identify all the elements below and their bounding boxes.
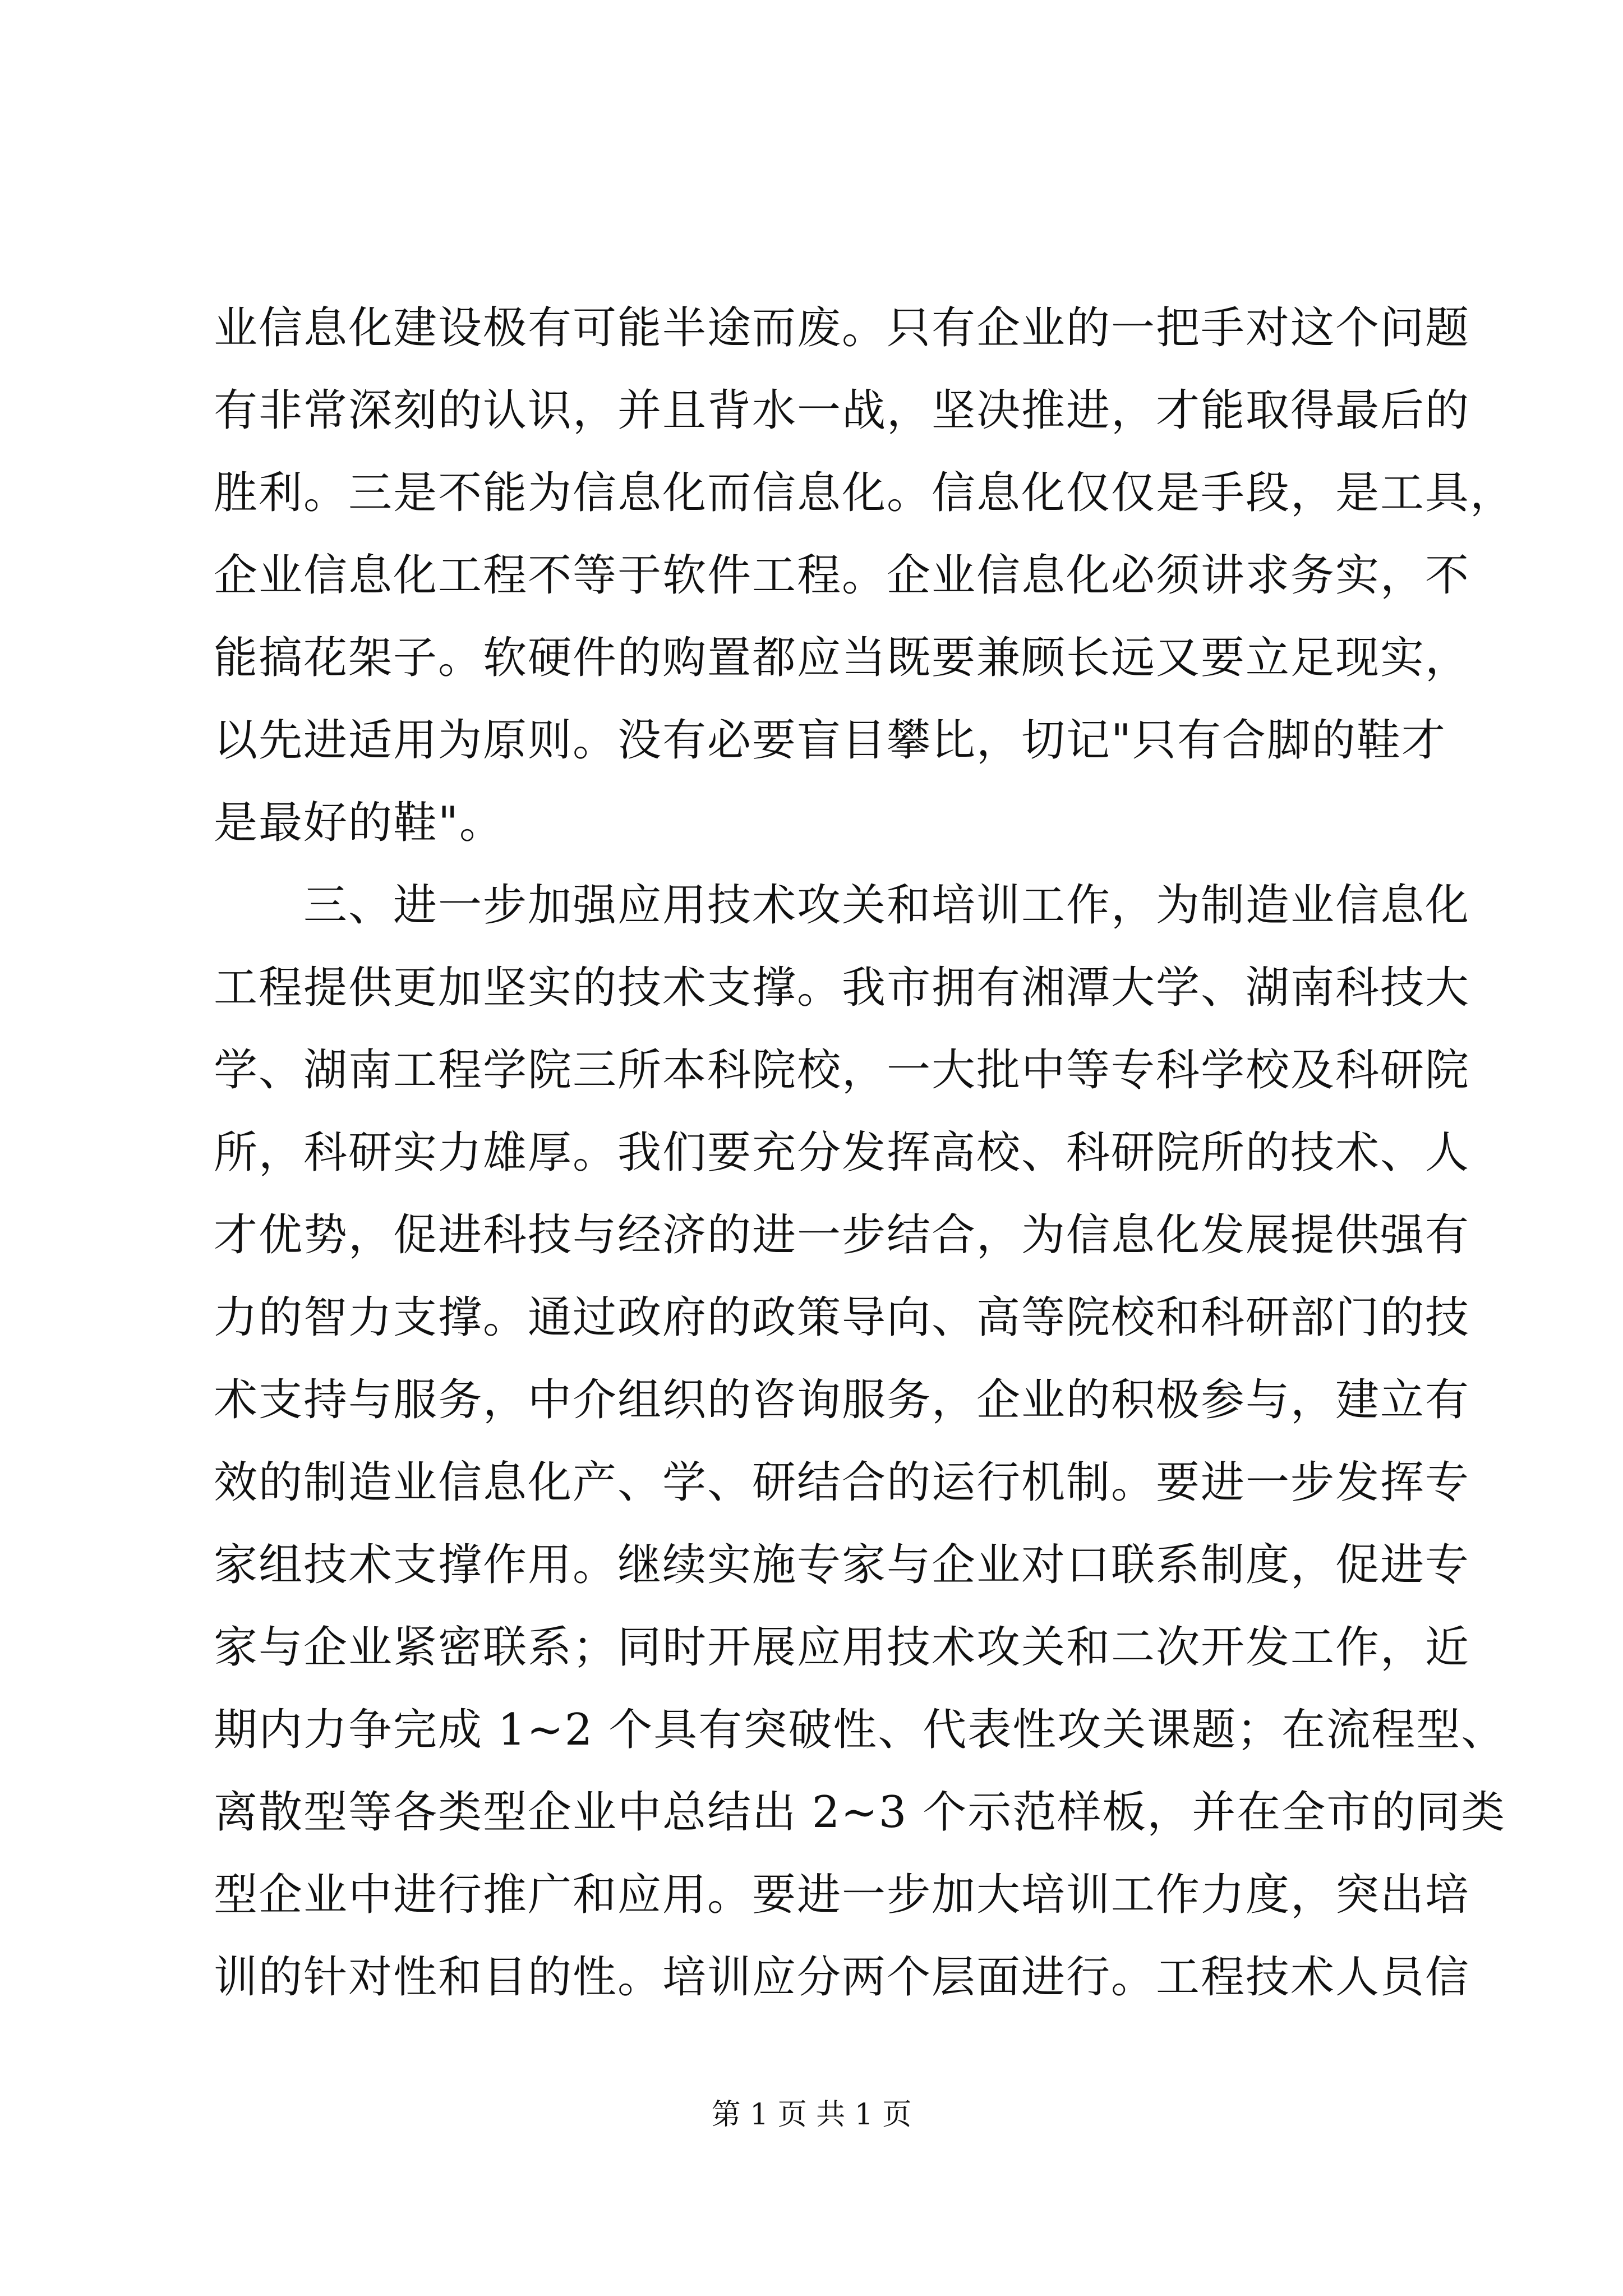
text-line: 才优势，促进科技与经济的进一步结合，为信息化发展提供强有 (214, 1210, 1470, 1260)
text-line: 离散型等各类型企业中总结出 2~3 个示范样板，并在全市的同类 (214, 1787, 1506, 1838)
text-line: 力的智力支撑。通过政府的政策导向、高等院校和科研部门的技 (214, 1292, 1470, 1343)
text-line: 工程提供更加坚实的技术支撑。我市拥有湘潭大学、湖南科技大 (214, 963, 1470, 1013)
text-line: 家组技术支撑作用。继续实施专家与企业对口联系制度，促进专 (214, 1540, 1470, 1590)
page-number-footer: 第 1 页 共 1 页 (711, 2098, 912, 2132)
text-line: 有非常深刻的认识，并且背水一战，坚决推进，才能取得最后的 (214, 385, 1470, 436)
text-line: 企业信息化工程不等于软件工程。企业信息化必须讲求务实，不 (214, 550, 1470, 601)
text-line: 能搞花架子。软硬件的购置都应当既要兼顾长远又要立足现实， (214, 633, 1470, 683)
text-line: 业信息化建设极有可能半途而废。只有企业的一把手对这个问题 (214, 303, 1470, 353)
text-line: 效的制造业信息化产、学、研结合的运行机制。要进一步发挥专 (214, 1457, 1470, 1508)
text-line: 胜利。三是不能为信息化而信息化。信息化仅仅是手段，是工具， (214, 468, 1515, 518)
text-line: 所，科研实力雄厚。我们要充分发挥高校、科研院所的技术、人 (214, 1128, 1470, 1178)
text-line: 以先进适用为原则。没有必要盲目攀比，切记"只有合脚的鞋才 (214, 715, 1446, 766)
text-line: 训的针对性和目的性。培训应分两个层面进行。工程技术人员信 (214, 1952, 1470, 2003)
text-line: 家与企业紧密联系；同时开展应用技术攻关和二次开发工作，近 (214, 1622, 1470, 1673)
text-line: 术支持与服务，中介组织的咨询服务，企业的积极参与，建立有 (214, 1375, 1470, 1425)
text-line: 学、湖南工程学院三所本科院校，一大批中等专科学校及科研院 (214, 1045, 1470, 1096)
text-line: 期内力争完成 1~2 个具有突破性、代表性攻关课题；在流程型、 (214, 1705, 1506, 1755)
text-line: 是最好的鞋"。 (214, 798, 504, 848)
paragraph-first-line: 三、进一步加强应用技术攻关和培训工作，为制造业信息化 (303, 880, 1470, 931)
text-line: 型企业中进行推广和应用。要进一步加大培训工作力度，突出培 (214, 1870, 1470, 1920)
